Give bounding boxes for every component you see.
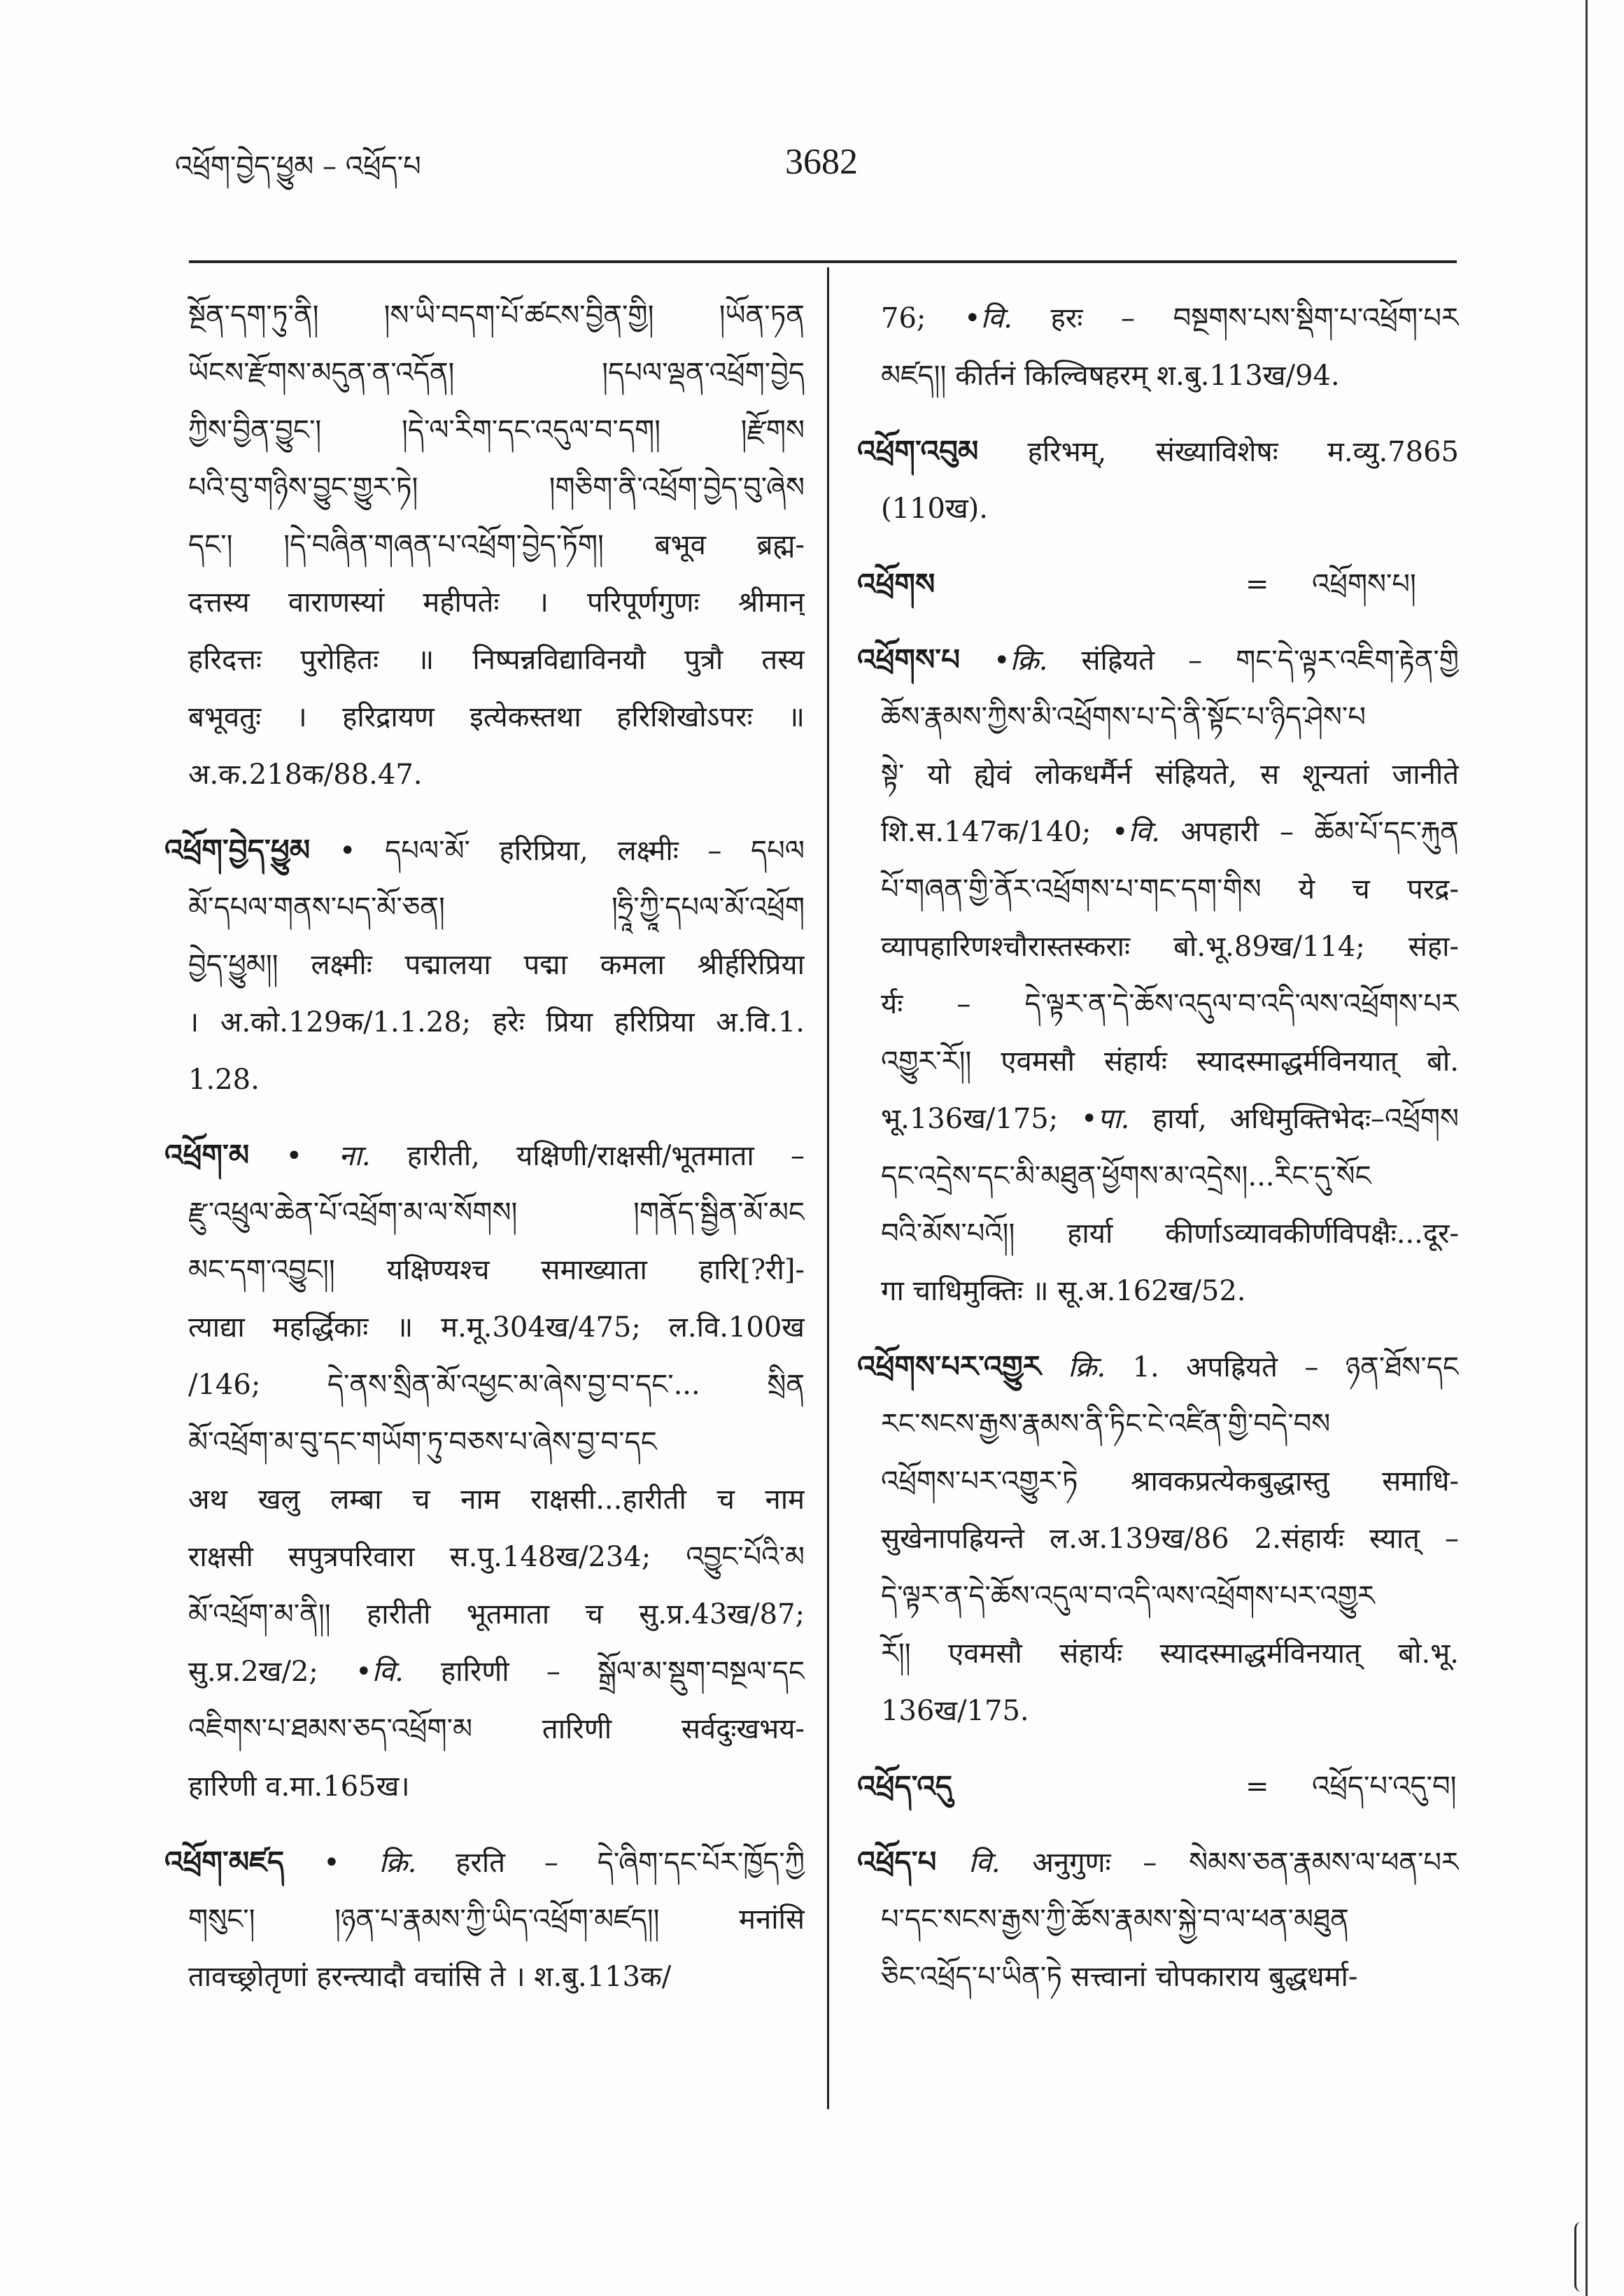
text-line: ཡོངས་རྫོགས་མདུན་ན་འདོན། །དཔལ་ལྡན་འཕྲོག་བྱེད [188, 357, 805, 389]
left-column [164, 287, 805, 2006]
entry-text: 1. अपह्रियते – ཉན་ཐོས་དང [1106, 1351, 1459, 1383]
entry-text: हार्या, अधिमुक्तिभेदः–འཕྲོགས [1129, 1103, 1459, 1135]
text-line: राक्षसी सपुत्रपरिवारा स.पु.148ख/234; འབྱུང་པོའི་མ [188, 1541, 805, 1573]
text-line: तावच्छ्रोतृणां हरन्त्यादौ वचांसि ते । श.बु.113क/ [188, 1961, 672, 1993]
scan-edge-mark [1574, 2222, 1585, 2292]
entry-text: भू.136ख/175; • [881, 1103, 1098, 1135]
text-line: རྫུ་འཕྲུལ་ཆེན་པོ་འཕྲོག་མ་ལ་སོགས། །གནོད་སྦྱིན་མོ་མང [188, 1197, 805, 1229]
entry-text: 76; • [881, 302, 981, 334]
equals-sign: = [1245, 568, 1269, 600]
text-line [857, 803, 1459, 861]
dictionary-entry [857, 1833, 1459, 2006]
headword: འཕྲོག་མ [164, 1138, 250, 1172]
text-line: པའི་བུ་གཉིས་བྱུང་གྱུར་ཏེ། །གཅིག་ནི་འཕྲོག་བྱེད་བུ་ཞེས [188, 472, 805, 504]
text-line: हरिदत्तः पुरोहितः ॥ निष्पन्नविद्याविनयौ पुत्रौ तस्य [188, 644, 805, 676]
text-line: /146; དེ་ནས་སྲིན་མོ་འཕྱང་མ་ཞེས་བྱ་བ་དང་... སྲིན [188, 1369, 805, 1401]
text-line [857, 290, 1459, 347]
header-rule [189, 260, 1457, 263]
text-line: 136ख/175. [881, 1695, 1029, 1727]
text-line: (110ख). [881, 493, 988, 525]
entry-text: हारीती, यक्षिणी/राक्षसी/भूतमाता – [370, 1140, 805, 1172]
entry-text: संह्रियते – གང་དེ་ལྟར་འཇིག་རྟེན་གྱི [1047, 645, 1459, 677]
text-line: པ་དང་སངས་རྒྱས་ཀྱི་ཆོས་རྣམས་སྐྱེ་བ་ལ་ཕན་མཐུན [881, 1903, 1349, 1936]
text-line: अथ खलु लम्बा च नाम राक्षसी...हारीती च नाम [188, 1484, 805, 1516]
grammar-label: पा. [1097, 1103, 1130, 1135]
text-line: མཛད།། कीर्तनं किल्विषहरम् श.बु.113ख/94. [881, 360, 1340, 392]
text-line [164, 1833, 805, 1891]
text-line: व्यापहारिणश्चौरास्तस्कराः बो.भू.89ख/114; संहा- [881, 931, 1459, 963]
cross-reference-target: འཕྲོགས་པ། [1312, 568, 1416, 600]
entry-text [1041, 1351, 1068, 1383]
entry-text: • དཔལ་མོ་ हरिप्रिया, लक्ष्मीः – དཔལ [310, 835, 805, 867]
entry-text: • [960, 645, 1010, 677]
dictionary-entry [857, 1758, 1459, 1815]
text-line: མོ་དཔལ་གནས་པད་མོ་ཅན། །ཧྲཱི་ཀྱཱི་དཔལ་མོ་འཕྲོག [188, 892, 805, 924]
text-line: त्याद्या महर्द्धिकाः ॥ म.मू.304ख/475; ल.वि.100ख [188, 1311, 805, 1344]
dictionary-entry [857, 290, 1459, 404]
right-column [857, 290, 1459, 2006]
text-line: རང་སངས་རྒྱས་རྣམས་ནི་ཏིང་ངེ་འཛིན་གྱི་བདེ་བས [881, 1408, 1331, 1440]
headword: འཕྲོགས་པ [857, 642, 961, 677]
text-line: । अ.को.129क/1.1.28; हरेः प्रिया हरिप्रिया अ.वि.1. [188, 1006, 805, 1038]
text-line [857, 1833, 1459, 1891]
grammar-label: ना. [339, 1140, 371, 1172]
dictionary-entry [164, 1833, 805, 2006]
text-line: མོ་འཕྲོག་མ་བུ་དང་གཡོག་ཏུ་བཅས་པ་ཞེས་བྱ་བ་དང [188, 1426, 657, 1458]
text-line [164, 1643, 805, 1700]
entry-text: शि.स.147क/140; • [881, 816, 1129, 848]
dictionary-entry [164, 822, 805, 1108]
text-line [857, 1090, 1459, 1148]
dictionary-entry [857, 423, 1459, 537]
column-divider [827, 267, 829, 2109]
text-line [857, 1338, 1459, 1395]
grammar-label: वि. [1128, 816, 1160, 848]
grammar-label: वि. [372, 1656, 404, 1688]
grammar-label: क्रि. [1068, 1351, 1106, 1383]
text-line: དང་འདྲེས་དང་མི་མཐུན་ཕྱོགས་མ་འདྲེས།...རིང་དུ་སོང [881, 1160, 1371, 1192]
text-line [164, 822, 805, 879]
dictionary-entry [164, 1127, 805, 1815]
text-line: བའི་མོས་པའོ།། हार्या कीर्णाऽव्यावकीर्णविपक्षैः...दूर- [881, 1218, 1459, 1250]
text-line: བྱེད་ཕྱུམ།། लक्ष्मीः पद्मालया पद्मा कमला श्रीर्हरिप्रिया [188, 949, 805, 981]
text-line [857, 423, 1459, 480]
cross-reference-target: འཕྲོད་པ་འདུ་བ། [1312, 1770, 1457, 1803]
headword: འཕྲོག་བྱེད་ཕྱུམ [164, 833, 311, 867]
text-line: འགྱུར་རོ།། एवमसौ संहार्यः स्यादस्माद्धर्मविनयात् बो. [881, 1045, 1459, 1078]
text-line: འཕྲོགས་པར་འགྱུར་ཏེ श्रावकप्रत्येकबुद्धास्तु समाधि- [881, 1465, 1459, 1498]
headword: འཕྲོད་པ [857, 1845, 937, 1879]
text-line: ཀྱིས་བྱིན་བྱུང་། །དེ་ལ་རིག་དང་འདུལ་བ་དག། །རྫོགས [188, 414, 805, 446]
dictionary-entry [164, 287, 805, 803]
entry-text: हरति – དེ་ཞིག་དང་པོར་ཁྱོད་ཀྱི [416, 1847, 805, 1879]
headword: འཕྲོག་མཛད [164, 1845, 285, 1879]
entry-text: सु.प्र.2ख/2; • [188, 1656, 372, 1688]
text-line: ཆོས་རྣམས་ཀྱིས་མི་འཕྲོགས་པ་དེ་ནི་སྟོང་པ་ཉིད་ཤེས་པ [881, 701, 1366, 733]
text-line: པོ་གཞན་གྱི་ནོར་འཕྲོགས་པ་གང་དག་གིས ये च परद्र- [881, 873, 1459, 906]
text-line [164, 1127, 805, 1184]
grammar-label: क्रि. [379, 1847, 417, 1879]
entry-text: हरः – བསྔགས་པས་སྡིག་པ་འཕྲོག་པར [1012, 302, 1459, 334]
entry-text: हारिणी – སྒྲོལ་མ་སྡུག་བསྔལ་དང [403, 1656, 805, 1688]
entry-text: • [284, 1847, 379, 1879]
text-line: དེ་ལྟར་ན་དེ་ཆོས་འདུལ་བ་འདི་ལས་འཕྲོགས་པར་འགྱུར [881, 1580, 1375, 1612]
text-line: 1.28. [188, 1064, 260, 1096]
text-line: དང་། །དེ་བཞིན་གཞན་པ་འཕྲོག་བྱེད་ཏོག། बभूव ब्रह्म- [188, 529, 805, 561]
entry-text [936, 1847, 968, 1879]
text-line: बभूवतुः । हरिद्रायण इत्येकस्तथा हरिशिखोऽपरः ॥ [188, 701, 805, 733]
entry-text: • [249, 1140, 339, 1172]
text-line: མང་དག་འབྱུང།། यक्षिण्यश्च समाख्याता हारि[?री]- [188, 1254, 805, 1286]
text-line: गा चाधिमुक्तिः ॥ सू.अ.162ख/52. [881, 1275, 1246, 1307]
grammar-label: वि. [968, 1847, 1001, 1879]
grammar-label: वि. [980, 302, 1012, 334]
dictionary-entry [857, 631, 1459, 1320]
headword: འཕྲོགས་པར་འགྱུར [857, 1349, 1041, 1383]
text-line: མོ་འཕྲོག་མ་ནི།། हारीती भूतमाता च सु.प्र.43ख/87; [188, 1598, 805, 1631]
scan-edge-line [1586, 0, 1588, 2296]
text-line: སྔོན་དག་ཏུ་ནི། །ས་ཡི་བདག་པོ་ཚངས་བྱིན་གྱི། །ཡོན་ཏན [188, 300, 805, 332]
dictionary-entry [857, 1338, 1459, 1740]
text-line: दत्तस्य वाराणस्यां महीपतेः । परिपूर्णगुणः श्रीमान् [188, 586, 805, 619]
text-line: ཅིང་འཕྲོད་པ་ཡིན་ཏེ सत्त्वानां चोपकाराय बुद्धधर्मा- [881, 1961, 1358, 1993]
text-line: འཇིགས་པ་ཐམས་ཅད་འཕྲོག་མ तारिणी सर्वदुःखभय- [188, 1713, 805, 1745]
text-line [857, 631, 1459, 689]
text-line: སྟེ་ यो ह्येवं लोकधर्मैर्न संह्रियते, स शून्यतां जानीते [881, 759, 1459, 791]
equals-sign: = [1245, 1770, 1269, 1803]
headword: འཕྲོགས [857, 567, 935, 601]
text-line: र्यः – དེ་ལྟར་ན་དེ་ཆོས་འདུལ་བ་འདི་ལས་འཕྲོགས་པར [881, 988, 1459, 1020]
text-line: अ.क.218क/88.47. [188, 759, 423, 791]
page-number: 3682 [785, 142, 858, 182]
text-line: རོ།། एवमसौ संहार्यः स्यादस्माद्धर्मविनयात् बो.भू. [881, 1638, 1459, 1670]
entry-text: अपहारी – ཆོམ་པོ་དང་རྐུན [1159, 816, 1459, 848]
grammar-label: क्रि. [1010, 645, 1048, 677]
entry-text: अनुगुणः – སེམས་ཅན་རྣམས་ལ་ཕན་པར [1000, 1847, 1459, 1879]
running-title: འཕྲོག་བྱེད་ཕྱུམ – འཕྲོད་པ [175, 150, 421, 183]
text-line: གསུང་། །ཉན་པ་རྣམས་ཀྱི་ཡིད་འཕྲོག་མཛད།། मनांसि [188, 1903, 805, 1936]
headword: འཕྲོད་འདུ [857, 1769, 953, 1803]
entry-text: हरिभम्, संख्याविशेषः म.व्यु.7865 [978, 436, 1459, 468]
text-line: हारिणी व.मा.165ख। [188, 1770, 410, 1803]
dictionary-entry [857, 556, 1459, 613]
text-line: सुखेनापह्रियन्ते ल.अ.139ख/86 2.संहार्यः स्यात् – [881, 1523, 1459, 1555]
headword: འཕྲོག་འབུམ [857, 434, 979, 468]
